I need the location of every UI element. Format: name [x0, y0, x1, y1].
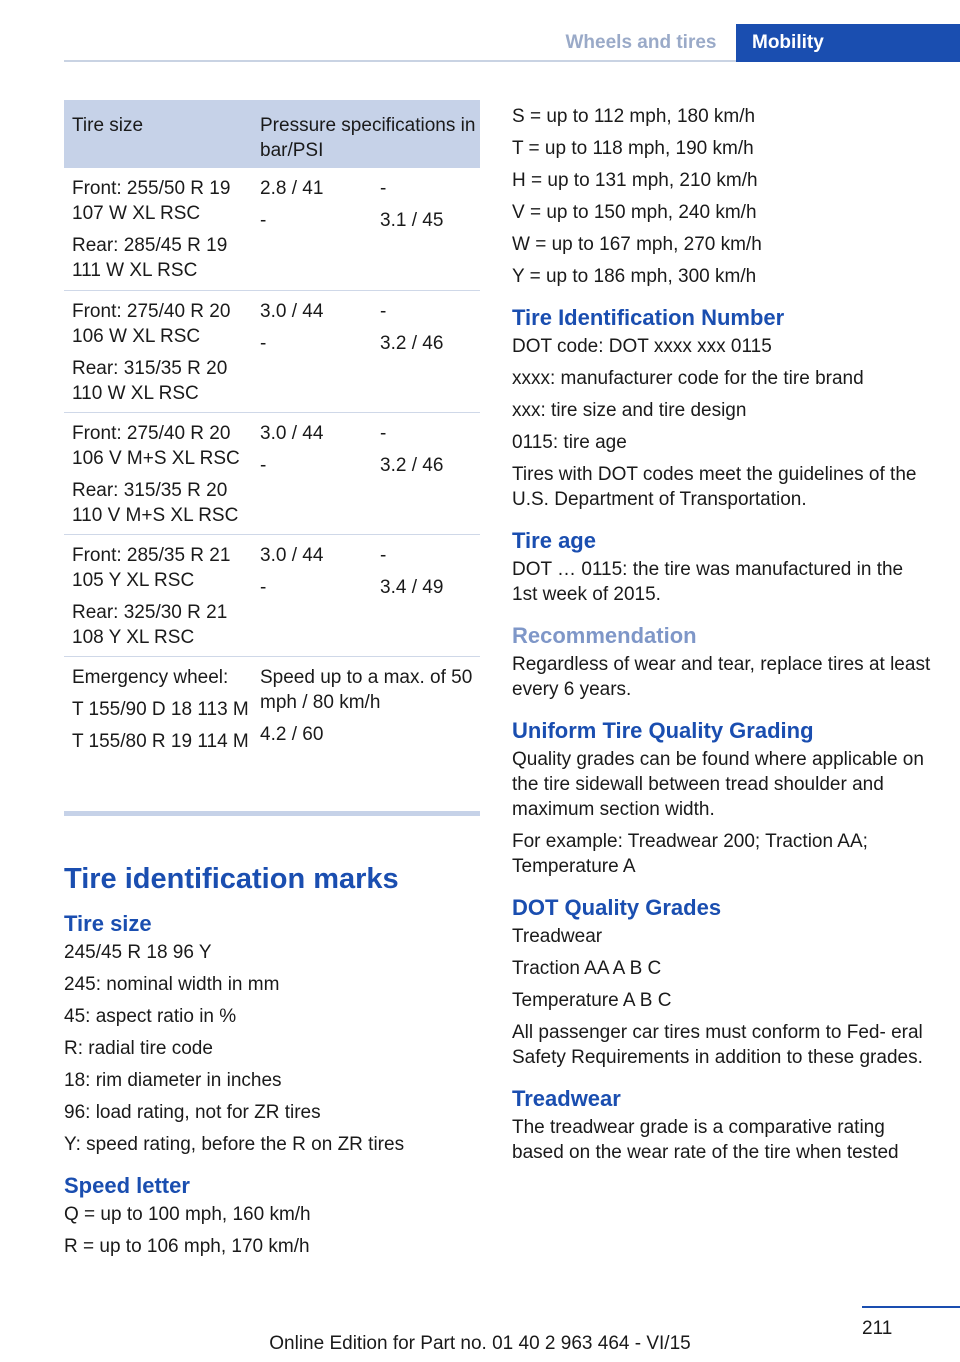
table-end-rule [64, 811, 480, 816]
text-line: R = up to 106 mph, 170 km/h [64, 1236, 310, 1257]
table-header [64, 100, 480, 168]
text-line: Treadwear [512, 926, 603, 947]
front-tire-size: Front: 275/40 R 20 106 V M+S XL RSC [72, 423, 240, 469]
text-line: xxxx: manufacturer code for the tire brand [512, 368, 864, 389]
rear-tire-size: Rear: 325/30 R 21 108 Y XL RSC [72, 602, 228, 648]
table-row [64, 291, 480, 413]
pressure-value: 3.2 / 46 [380, 455, 444, 476]
front-tire-size: Front: 275/40 R 20 106 W XL RSC [72, 301, 231, 347]
recommendation-heading: Recommendation [512, 623, 697, 648]
column-header-pressure: Pressure specifications in bar/PSI [260, 115, 476, 161]
text-line: 96: load rating, not for ZR tires [64, 1102, 321, 1123]
emergency-wheel-label: Emergency wheel: [72, 667, 229, 688]
text-line: 18: rim diameter in inches [64, 1070, 282, 1091]
page-number-rule [862, 1306, 960, 1308]
text-line: 245/45 R 18 96 Y [64, 942, 212, 963]
text-line: S = up to 112 mph, 180 km/h [512, 106, 756, 127]
tire-identification-marks [64, 862, 480, 1266]
edition-footer: Online Edition for Part no. 01 40 2 963 464 - VI/15 [269, 1333, 691, 1354]
table-row [64, 168, 480, 291]
text-line: Y = up to 186 mph, 300 km/h [512, 266, 757, 287]
text-line: T = up to 118 mph, 190 km/h [512, 138, 754, 159]
pressure-value: - [380, 301, 387, 322]
text-line: Q = up to 100 mph, 160 km/h [64, 1204, 311, 1225]
dot-quality-grades-heading: DOT Quality Grades [512, 895, 722, 920]
text-paragraph: Regardless of wear and tear, replace tires at least every 6 years. [512, 654, 931, 700]
text-line: xxx: tire size and tire design [512, 400, 747, 421]
pressure-value: - [260, 210, 267, 231]
chapter-tab[interactable]: Wheels and tires [565, 32, 717, 53]
tire-age-heading: Tire age [512, 528, 596, 553]
rear-tire-size: Rear: 315/35 R 20 110 W XL RSC [72, 358, 228, 404]
text-line: 0115: tire age [512, 432, 627, 453]
pressure-value: 3.4 / 49 [380, 577, 444, 598]
rear-tire-size: Rear: 315/35 R 20 110 V M+S XL RSC [72, 480, 239, 526]
pressure-value: - [380, 178, 387, 199]
tire-identification-number-heading: Tire Identification Number [512, 305, 785, 330]
text-line: H = up to 131 mph, 210 km/h [512, 170, 758, 191]
section-title: Tire identification marks [64, 863, 399, 895]
speed-letter-heading: Speed letter [64, 1173, 190, 1198]
emergency-speed-limit: Speed up to a max. of 50 mph / 80 km/h [260, 667, 473, 713]
front-tire-size: Front: 255/50 R 19 107 W XL RSC [72, 178, 231, 224]
text-paragraph: Quality grades can be found where applicable on the tire sidewall between tread shoulder and maximum section width. [512, 749, 924, 820]
text-line: 45: aspect ratio in % [64, 1006, 237, 1027]
rear-tire-size: Rear: 285/45 R 19 111 W XL RSC [72, 235, 228, 281]
pressure-value: - [260, 455, 267, 476]
pressure-value: 3.1 / 45 [380, 210, 444, 231]
section-tab[interactable]: Mobility [736, 24, 960, 62]
column-header-tire-size: Tire size [72, 115, 144, 136]
pressure-value: 3.0 / 44 [260, 301, 324, 322]
right-column [512, 104, 932, 1172]
text-paragraph: All passenger car tires must conform to Fed‐ eral Safety Requirements in addition to these grades. [512, 1022, 923, 1068]
emergency-pressure: 4.2 / 60 [260, 724, 324, 745]
tire-pressure-table [64, 100, 480, 816]
text-paragraph: For example: Treadwear 200; Traction AA; Temperature A [512, 831, 868, 877]
text-line: V = up to 150 mph, 240 km/h [512, 202, 757, 223]
text-line: Traction AA A B C [512, 958, 662, 979]
pressure-value: 3.2 / 46 [380, 333, 444, 354]
text-paragraph: Tires with DOT codes meet the guidelines of the U.S. Department of Transportation. [512, 464, 917, 510]
text-line: Y: speed rating, before the R on ZR tires [64, 1134, 405, 1155]
table-row [64, 413, 480, 535]
text-line: 245: nominal width in mm [64, 974, 280, 995]
text-line: R: radial tire code [64, 1038, 213, 1059]
front-tire-size: Front: 285/35 R 21 105 Y XL RSC [72, 545, 231, 591]
pressure-value: - [380, 545, 387, 566]
pressure-value: 3.0 / 44 [260, 423, 324, 444]
pressure-value: 2.8 / 41 [260, 178, 324, 199]
table-row-emergency-wheel [64, 657, 480, 811]
text-paragraph: The treadwear grade is a comparative rating based on the wear rate of the tire when tested [512, 1117, 899, 1163]
pressure-value: - [260, 577, 267, 598]
table-row [64, 535, 480, 657]
tire-size-heading: Tire size [64, 911, 152, 936]
pressure-value: - [260, 333, 267, 354]
emergency-tire-size: T 155/80 R 19 114 M [72, 731, 249, 752]
text-paragraph: DOT … 0115: the tire was manufactured in the 1st week of 2015. [512, 559, 904, 605]
treadwear-heading: Treadwear [512, 1086, 621, 1111]
text-line: Temperature A B C [512, 990, 672, 1011]
emergency-tire-size: T 155/90 D 18 113 M [72, 699, 249, 720]
pressure-value: 3.0 / 44 [260, 545, 324, 566]
utqg-heading: Uniform Tire Quality Grading [512, 718, 814, 743]
page-number: 211 [862, 1318, 893, 1339]
text-line: DOT code: DOT xxxx xxx 0115 [512, 336, 772, 357]
pressure-value: - [380, 423, 387, 444]
text-line: W = up to 167 mph, 270 km/h [512, 234, 762, 255]
